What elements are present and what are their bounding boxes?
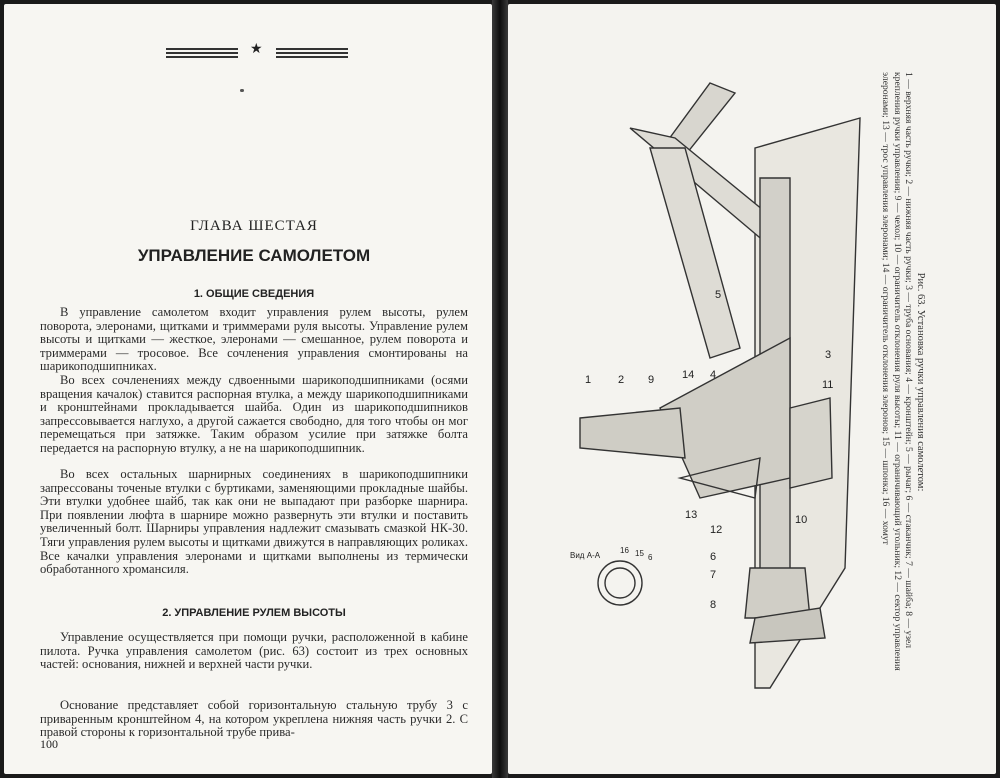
callout-1: 1 bbox=[585, 374, 592, 386]
figure-limiter-11 bbox=[790, 398, 832, 488]
chapter-title: УПРАВЛЕНИЕ САМОЛЕТОМ bbox=[137, 246, 371, 265]
paragraph-4 bbox=[40, 631, 468, 672]
callout-4: 4 bbox=[710, 369, 717, 381]
callout-9: 9 bbox=[648, 374, 655, 386]
paragraph-1-text: В управление самолетом входит управления рулем высоты, рулем поворота, элеронами, щитками и триммерами руля высоты. Управление рулем высоты и щитками — жесткое, элеронами — смешанное, рулем поворота и триммерами — тросовое. Все сочленения управления смонтированы на шарикоподшипниках. bbox=[40, 305, 468, 374]
page-number: 100 bbox=[40, 737, 58, 751]
callout-5: 5 bbox=[715, 289, 722, 301]
section-heading-elevator: 2. УПРАВЛЕНИЕ РУЛЕМ ВЫСОТЫ bbox=[162, 607, 346, 619]
paragraph-3-text: Во всех остальных шарнирных соединениях в шарикоподшипники запрессованы точеные втулки с буртиками, заменяющими прокладные шайбы. Эти втулки удобнее шайб, так как они не выпадают при разборке шарнира. При появлении люфта в шарнире можно развернуть эти втулки и поставить увеличенный болт. Шарниры управления надлежит смазывать смазкой НК-30. Тяги управления рулем высоты и щитками движутся в направляющих роликах. Все качалки управления элеронами и щитками выполнены из термически обработанного хромансиля. bbox=[40, 467, 468, 577]
inset-label: Вид А-А bbox=[570, 551, 601, 560]
inset-callout-16: 16 bbox=[620, 546, 629, 555]
figure-upper-part-1 bbox=[580, 408, 685, 458]
callout-2: 2 bbox=[618, 374, 625, 386]
paragraph-2-text: Во всех сочленениях между сдвоенными шарикоподшипниками (осями вращения качалок) ставится распорная втулка, а между шарикоподшипниками и кронштейнами прокладывается шайба. Один из шарикоподшипников запрессовывается наглухо, а другой сажается свободно, для того чтобы он мог перемещаться при затяжке. Таким образом усилие при затяжке болта передается на распорную втулку, а не на шарикоподшипник. bbox=[40, 373, 468, 455]
callout-6: 6 bbox=[710, 551, 717, 563]
paragraph-5 bbox=[40, 699, 468, 740]
paragraph-5-text: Основание представляет собой горизонтальную стальную трубу 3 с приваренным кронштейном 4, на котором укреплена нижняя часть ручки 2. С правой стороны к горизонтальной трубе прива- bbox=[40, 698, 468, 740]
section-heading-general: 1. ОБЩИЕ СВЕДЕНИЯ bbox=[193, 288, 315, 300]
inset-inner-ring bbox=[605, 568, 635, 598]
callout-11: 11 bbox=[822, 379, 834, 391]
ornament-left-bars bbox=[166, 48, 238, 60]
inset-callout-6: 6 bbox=[648, 553, 653, 562]
ornament-right-bars bbox=[276, 48, 348, 60]
paragraph-1 bbox=[40, 306, 468, 374]
callout-14: 14 bbox=[682, 369, 695, 381]
paragraph-2 bbox=[40, 374, 468, 456]
paragraph-3 bbox=[40, 468, 468, 577]
callout-8: 8 bbox=[710, 599, 717, 611]
inset-callout-15: 15 bbox=[635, 549, 644, 558]
figure-caption-text: 1 — верхняя часть ручки; 2 — нижняя часть ручки; 3 — труба основания; 4 — кронштейн; 5 — рычаг; 6 — стаканчик; 7 — шайба; 8 — узел крепления ручки управления; 9 — чехол; 10 — ограничитель отклонения руля высоты; 11 — ограничивающий угольник; 12 — сектор управления элеронами; 13 — трос управления элеронами; 14 — ограничитель отклонения элеронов; 15 — шпонка; 16 — хомут bbox=[880, 72, 915, 671]
chapter-ornament bbox=[166, 44, 348, 64]
chapter-label: ГЛАВА ШЕСТАЯ bbox=[190, 218, 318, 234]
figure-inset bbox=[598, 561, 642, 605]
book-gutter bbox=[492, 0, 508, 778]
ink-dot bbox=[240, 89, 244, 92]
callout-10: 10 bbox=[795, 514, 808, 526]
callout-3: 3 bbox=[825, 349, 832, 361]
callout-7: 7 bbox=[710, 569, 717, 581]
figure-caption-title: Рис. 63. Установка ручки управления самолетом: bbox=[915, 272, 926, 492]
control-stick-figure bbox=[560, 78, 880, 698]
callout-13: 13 bbox=[685, 509, 698, 521]
paragraph-4-text: Управление осуществляется при помощи ручки, расположенной в кабине пилота. Ручка управления самолетом (рис. 63) состоит из трех основных частей: основания, нижней и верхней части ручки. bbox=[40, 630, 468, 672]
callout-12: 12 bbox=[710, 524, 723, 536]
figure-caption bbox=[878, 72, 926, 692]
star-icon: ★ bbox=[250, 42, 263, 57]
